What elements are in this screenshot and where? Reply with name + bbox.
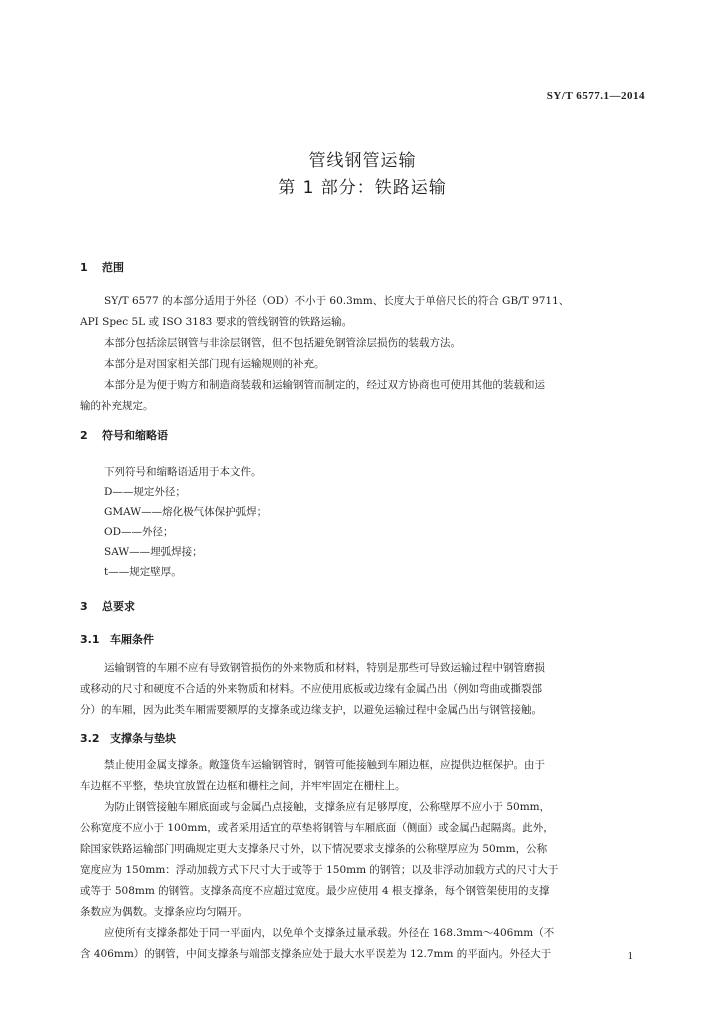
- list-item: SAW——埋弧焊接；: [104, 546, 203, 558]
- text-line: 禁止使用金属支撑条。敞篷货车运输钢管时，钢管可能接触到车厢边框，应提供边框保护。由于: [104, 759, 545, 771]
- section-title: 总要求: [102, 600, 135, 613]
- section-3-2-heading: [80, 730, 176, 746]
- section-number: 2: [80, 429, 88, 442]
- text-line: API Spec 5L 或 ISO 3183 要求的管线钢管的铁路运输。: [80, 316, 353, 328]
- symbols-list: [104, 462, 267, 582]
- section-3-1-heading: [80, 631, 154, 647]
- section-title: 支撑条与垫块: [110, 732, 176, 745]
- document-subtitle: 第 1 部分：铁路运输: [278, 178, 447, 198]
- text-line: 本部分是对国家相关部门现有运输规则的补充。: [104, 358, 325, 370]
- text-line: 或等于 508mm 的钢管。支撑条高度不应超过宽度。最少应使用 4 根支撑条，每个钢管架使用的支撑: [80, 885, 550, 897]
- text-line: 公称宽度不应小于 100mm，或者采用适宜的草垫将钢管与车厢底面（侧面）或金属凸起隔离。此外，: [80, 822, 554, 834]
- document-title: 管线钢管运输: [308, 151, 417, 171]
- section-number: 3.2: [80, 732, 100, 745]
- section-title: 车厢条件: [110, 633, 154, 646]
- section-number: 3.1: [80, 633, 100, 646]
- text-line: 分）的车厢，因为此类车厢需要额厚的支撑条或边缘支护，以避免运输过程中金属凸出与钢管接触。: [80, 704, 542, 716]
- text-line: 或移动的尺寸和硬度不合适的外来物质和材料。不应使用底板或边缘有金属凸出（例如弯曲或撕裂部: [80, 683, 542, 695]
- section-1-body: [80, 291, 642, 417]
- list-item: 下列符号和缩略语适用于本文件。: [104, 466, 262, 478]
- section-1-heading: [80, 259, 124, 275]
- section-title: 范围: [102, 261, 124, 274]
- section-3-2-body: [80, 755, 642, 965]
- text-line: 条数应为偶数。支撑条应均匀隔开。: [80, 906, 248, 918]
- text-line: 应使所有支撑条都处于同一平面内，以免单个支撑条过量承载。外径在 168.3mm～406mm（不: [104, 927, 555, 939]
- text-line: 车边框不平整，垫块宜放置在边框和栅柱之间，并牢牢固定在栅柱上。: [80, 780, 406, 792]
- text-line: 运输钢管的车厢不应有导致钢管损伤的外来物质和材料，特别是那些可导致运输过程中钢管磨损: [104, 662, 545, 674]
- text-line: 除国家铁路运输部门明确规定更大支撑条尺寸外，以下情况要求支撑条的公称壁厚应为 50mm，公称: [80, 843, 548, 855]
- section-2-heading: [80, 427, 168, 443]
- text-line: 本部分是为便于购方和制造商装载和运输钢管而制定的，经过双方协商也可使用其他的装载和运: [104, 379, 545, 391]
- list-item: GMAW——熔化极气体保护弧焊；: [104, 506, 268, 518]
- list-item: D——规定外径；: [104, 486, 186, 498]
- text-line: 为防止钢管接触车厢底面或与金属凸点接触，支撑条应有足够厚度，公称壁厚不应小于 50mm，: [104, 801, 551, 813]
- list-item: OD——外径；: [104, 526, 174, 538]
- text-line: SY/T 6577 的本部分适用于外径（OD）不小于 60.3mm、长度大于单倍尺长的符合 GB/T 9711、: [104, 295, 570, 307]
- section-3-1-body: [80, 658, 642, 721]
- text-line: 本部分包括涂层钢管与非涂层钢管，但不包括避免钢管涂层损伤的装载方法。: [104, 337, 461, 349]
- text-line: 宽度应为 150mm：浮动加载方式下尺寸大于或等于 150mm 的钢管；以及非浮动加载方式的尺寸大于: [80, 864, 559, 876]
- section-number: 1: [80, 261, 88, 274]
- standard-code: SY/T 6577.1—2014: [546, 90, 645, 102]
- text-line: 输的补充规定。: [80, 400, 154, 412]
- list-item: t——规定壁厚。: [104, 566, 182, 578]
- text-line: 含 406mm）的钢管，中间支撑条与端部支撑条应处于最大水平误差为 12.7mm 的平面内。外径大于: [80, 948, 552, 960]
- section-number: 3: [80, 600, 88, 613]
- page-number: 1: [627, 950, 633, 962]
- section-3-heading: [80, 598, 135, 614]
- section-title: 符号和缩略语: [102, 429, 168, 442]
